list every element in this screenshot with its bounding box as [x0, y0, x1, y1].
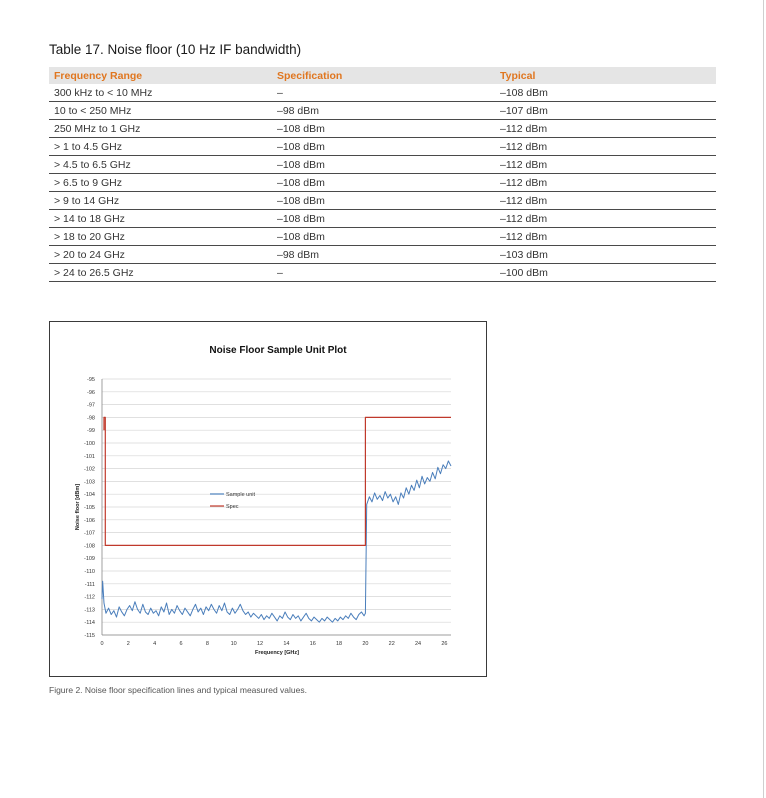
y-tick-label: -112 — [84, 594, 95, 601]
y-tick-label: -107 — [83, 530, 95, 537]
page-edge-divider — [763, 0, 764, 798]
cell-typical: –112 dBm — [495, 210, 716, 228]
x-tick-label: 20 — [362, 641, 369, 647]
figure-caption: Figure 2. Noise floor specification lines and typical measured values. — [49, 685, 307, 695]
table-header-row — [49, 67, 716, 84]
x-tick-label: 12 — [256, 641, 264, 647]
x-tick-label: 18 — [335, 641, 343, 647]
table-row — [49, 264, 716, 282]
cell-frequency-range: 10 to < 250 MHz — [49, 102, 272, 120]
cell-typical: –112 dBm — [495, 120, 716, 138]
table-row — [49, 84, 716, 102]
cell-specification: –108 dBm — [272, 174, 495, 192]
noise-floor-table — [49, 67, 716, 282]
cell-specification: –108 dBm — [272, 210, 495, 228]
cell-frequency-range: 250 MHz to 1 GHz — [49, 120, 272, 138]
cell-frequency-range: > 1 to 4.5 GHz — [49, 138, 272, 156]
table-body — [49, 84, 716, 282]
x-tick-label: 2 — [126, 641, 130, 647]
cell-frequency-range: > 24 to 26.5 GHz — [49, 264, 272, 282]
y-tick-label: -111 — [84, 581, 95, 588]
cell-frequency-range: > 9 to 14 GHz — [49, 192, 272, 210]
y-tick-label: -114 — [84, 620, 95, 627]
cell-specification: – — [272, 84, 495, 102]
cell-specification: – — [272, 264, 495, 282]
y-tick-label: -96 — [87, 389, 95, 396]
x-tick-label: 24 — [415, 641, 422, 647]
cell-typical: –103 dBm — [495, 246, 716, 264]
y-tick-label: -100 — [83, 441, 95, 447]
cell-typical: –107 dBm — [495, 102, 716, 120]
y-axis-label: Noise floor [dBm] — [75, 483, 81, 531]
cell-specification: –98 dBm — [272, 102, 495, 120]
cell-frequency-range: > 20 to 24 GHz — [49, 246, 272, 264]
table-row — [49, 210, 716, 228]
y-tick-label: -110 — [84, 569, 95, 575]
y-tick-label: -105 — [83, 505, 95, 511]
x-axis-label: Frequency [GHz] — [254, 650, 300, 656]
cell-specification: –108 dBm — [272, 138, 495, 156]
y-tick-label: -104 — [83, 492, 95, 499]
cell-typical: –112 dBm — [495, 138, 716, 156]
y-tick-label: -99 — [87, 428, 95, 435]
cell-specification: –108 dBm — [272, 120, 495, 138]
cell-typical: –112 dBm — [495, 174, 716, 192]
y-tick-label: -108 — [83, 543, 95, 550]
x-tick-label: 22 — [388, 641, 395, 647]
header-frequency-range: Frequency Range — [49, 67, 272, 84]
table-row — [49, 138, 716, 156]
cell-specification: –108 dBm — [272, 192, 495, 210]
cell-specification: –108 dBm — [272, 228, 495, 246]
cell-typical: –100 dBm — [495, 264, 716, 282]
x-tick-label: 26 — [441, 641, 448, 647]
table-row — [49, 174, 716, 192]
cell-specification: –98 dBm — [272, 246, 495, 264]
cell-typical: –112 dBm — [495, 228, 716, 246]
legend-item-sample-unit-label: Sample unit — [226, 492, 256, 498]
y-tick-label: -101 — [83, 453, 95, 460]
table-row — [49, 228, 716, 246]
chart-title: Noise Floor Sample Unit Plot — [209, 345, 347, 356]
table-row — [49, 120, 716, 138]
y-tick-label: -95 — [87, 377, 95, 383]
cell-typical: –112 dBm — [495, 156, 716, 174]
table-row — [49, 102, 716, 120]
legend-item-spec-label: Spec — [226, 504, 239, 510]
cell-frequency-range: > 6.5 to 9 GHz — [49, 174, 272, 192]
cell-typical: –112 dBm — [495, 192, 716, 210]
noise-floor-chart — [49, 321, 487, 677]
x-tick-label: 6 — [179, 641, 183, 647]
table-title: Table 17. Noise floor (10 Hz IF bandwidth) — [49, 42, 302, 57]
x-tick-label: 16 — [309, 641, 316, 647]
y-tick-label: -98 — [87, 415, 95, 422]
x-tick-label: 10 — [230, 641, 237, 647]
cell-frequency-range: 300 kHz to < 10 MHz — [49, 84, 272, 102]
cell-frequency-range: > 18 to 20 GHz — [49, 228, 272, 246]
y-tick-label: -102 — [83, 466, 95, 473]
x-tick-label: 4 — [153, 641, 157, 647]
table-row — [49, 192, 716, 210]
x-tick-label: 14 — [283, 641, 290, 647]
y-tick-label: -115 — [84, 633, 95, 639]
y-tick-label: -106 — [83, 517, 95, 524]
header-specification: Specification — [272, 67, 495, 84]
table-row — [49, 156, 716, 174]
series-line-sample-unit — [102, 461, 451, 622]
y-tick-label: -109 — [83, 556, 95, 563]
x-tick-label: 8 — [205, 641, 209, 647]
y-tick-label: -97 — [87, 402, 95, 409]
header-typical: Typical — [495, 67, 716, 84]
y-tick-label: -103 — [83, 479, 95, 486]
noise-floor-chart-svg — [50, 322, 486, 676]
y-tick-label: -113 — [84, 607, 95, 614]
cell-specification: –108 dBm — [272, 156, 495, 174]
cell-typical: –108 dBm — [495, 84, 716, 102]
cell-frequency-range: > 14 to 18 GHz — [49, 210, 272, 228]
x-tick-label: 0 — [100, 641, 104, 647]
cell-frequency-range: > 4.5 to 6.5 GHz — [49, 156, 272, 174]
table-row — [49, 246, 716, 264]
